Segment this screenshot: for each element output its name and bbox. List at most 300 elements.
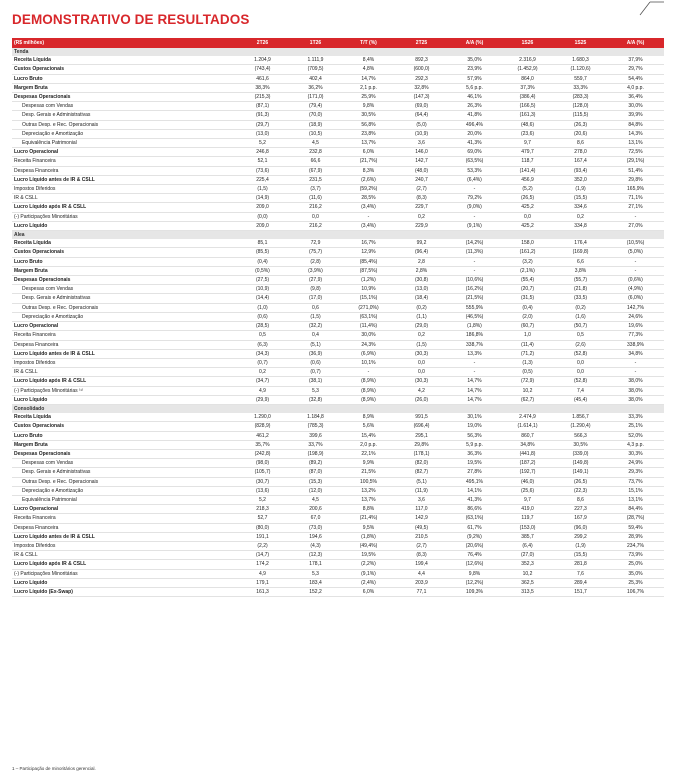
table-cell: (20,6%) (448, 541, 501, 550)
table-row (12, 74, 664, 83)
table-cell: 461,6 (236, 74, 289, 83)
table-cell: 232,8 (289, 148, 342, 157)
table-row (12, 495, 664, 504)
table-cell: (12,0) (289, 486, 342, 495)
table-cell: 9,8% (448, 569, 501, 578)
table-cell: 5,6% (342, 422, 395, 431)
row-label: Lucro Líquido (12, 578, 236, 587)
table-cell: 33,7% (289, 440, 342, 449)
table-cell: 178,1 (289, 560, 342, 569)
table-cell: 30,3% (607, 449, 664, 458)
table-row (12, 266, 664, 275)
table-row (12, 422, 664, 431)
table-cell: 495,1% (448, 477, 501, 486)
table-cell: 8,3% (342, 166, 395, 175)
table-cell: 864,0 (501, 74, 554, 83)
table-cell: 14,1% (448, 486, 501, 495)
table-cell: 174,2 (236, 560, 289, 569)
table-cell: (2,6%) (342, 175, 395, 184)
table-cell: (5,1) (289, 340, 342, 349)
table-cell: (26,3) (554, 120, 607, 129)
table-cell: 151,7 (554, 587, 607, 596)
table-cell: 4,5 (289, 495, 342, 504)
table-cell: (96,4) (395, 248, 448, 257)
row-label: Outras Desp. e Rec. Operacionais (12, 477, 236, 486)
table-cell: (27,0) (501, 551, 554, 560)
table-cell: 461,2 (236, 431, 289, 440)
footnote: 1 – Participação de minoritários gerencial. (12, 766, 96, 771)
table-cell: 38,0% (607, 395, 664, 404)
table-cell: (12,2%) (448, 578, 501, 587)
row-label: IR & CSLL (12, 551, 236, 560)
row-label: Lucro Operacional (12, 505, 236, 514)
table-cell: 34,8% (607, 349, 664, 358)
table-row (12, 194, 664, 203)
table-cell: (63,1%) (342, 312, 395, 321)
table-cell: 167,9 (554, 514, 607, 523)
table-cell: 0,4 (289, 331, 342, 340)
table-cell: (1,2%) (342, 276, 395, 285)
table-cell: 7,6 (554, 569, 607, 578)
table-row (12, 102, 664, 111)
row-label: Lucro Líquido (12, 221, 236, 230)
table-cell: 229,7 (395, 203, 448, 212)
row-label: Custos Operacionais (12, 65, 236, 74)
table-cell: 161,3 (236, 587, 289, 596)
table-cell: (3,2) (501, 257, 554, 266)
table-row (12, 523, 664, 532)
table-cell: 4,8% (342, 65, 395, 74)
table-cell: 77,3% (607, 331, 664, 340)
table-cell: 19,5% (448, 459, 501, 468)
table-cell: (178,1) (395, 449, 448, 458)
table-cell: (441,8) (501, 449, 554, 458)
table-cell: 30,1% (448, 413, 501, 422)
table-cell: (1.290,4) (554, 422, 607, 431)
table-cell: 67,0 (289, 514, 342, 523)
table-cell: 1.856,7 (554, 413, 607, 422)
table-cell: 27,1% (607, 203, 664, 212)
column-header: 1S25 (554, 38, 607, 48)
table-row (12, 477, 664, 486)
table-cell: (15,1%) (342, 294, 395, 303)
table-row (12, 139, 664, 148)
table-cell: (15,5) (554, 551, 607, 560)
table-cell: - (342, 368, 395, 377)
table-cell: (696,4) (395, 422, 448, 431)
table-cell: 278,0 (554, 148, 607, 157)
table-cell: (0,6%) (607, 276, 664, 285)
table-cell: 399,6 (289, 431, 342, 440)
table-cell: 142,7% (607, 303, 664, 312)
table-cell: 2.474,9 (501, 413, 554, 422)
table-cell: 76,4% (448, 551, 501, 560)
row-label: Receita Financeira (12, 157, 236, 166)
table-cell: (26,0) (395, 395, 448, 404)
table-cell: 402,4 (289, 74, 342, 83)
table-cell: - (607, 257, 664, 266)
table-cell: 13,2% (342, 486, 395, 495)
table-row (12, 93, 664, 102)
table-cell: (0,4) (236, 257, 289, 266)
table-cell: 179,1 (236, 578, 289, 587)
table-row (12, 166, 664, 175)
table-cell: (55,7) (554, 276, 607, 285)
table-cell: 5,3 (289, 569, 342, 578)
table-cell: (13,6) (236, 486, 289, 495)
table-cell: (9,0%) (448, 203, 501, 212)
row-label: Impostos Diferidos (12, 358, 236, 367)
table-cell: (3,4%) (342, 221, 395, 230)
table-row (12, 440, 664, 449)
row-label: Lucro Bruto (12, 74, 236, 83)
table-cell: 5,6 p.p. (448, 83, 501, 92)
table-cell: (1.452,9) (501, 65, 554, 74)
table-cell: (17,0) (289, 294, 342, 303)
table-cell: 24,3% (342, 340, 395, 349)
table-cell: (8,3) (395, 194, 448, 203)
row-label: Desp. Gerais e Administrativas (12, 294, 236, 303)
table-cell: 6,0% (342, 148, 395, 157)
table-cell: (29,9) (236, 395, 289, 404)
table-cell: (27,5) (236, 276, 289, 285)
row-label: Despesas com Vendas (12, 102, 236, 111)
table-cell: 38,0% (607, 386, 664, 395)
table-cell: 0,2 (395, 331, 448, 340)
row-label: Outras Desp. e Rec. Operacionais (12, 303, 236, 312)
table-cell: 210,5 (395, 532, 448, 541)
table-cell: 35,0% (607, 569, 664, 578)
table-cell: - (448, 185, 501, 194)
table-cell: (743,4) (236, 65, 289, 74)
table-cell: 32,8% (395, 83, 448, 92)
table-cell: 295,1 (395, 431, 448, 440)
row-label: IR & CSLL (12, 368, 236, 377)
table-cell: (32,8) (289, 395, 342, 404)
table-cell: (63,5%) (448, 157, 501, 166)
table-cell: (27,9) (289, 276, 342, 285)
table-cell: (70,0) (289, 111, 342, 120)
table-cell: 0,0 (554, 368, 607, 377)
table-row (12, 303, 664, 312)
table-cell: 4,3 p.p. (607, 440, 664, 449)
table-cell: 186,8% (448, 331, 501, 340)
table-cell: (36,9) (289, 349, 342, 358)
table-cell: 25,1% (607, 422, 664, 431)
table-cell: 26,3% (448, 102, 501, 111)
table-cell: 0,0 (395, 358, 448, 367)
table-cell: (161,2) (501, 248, 554, 257)
table-cell: 209,0 (236, 203, 289, 212)
table-cell: 85,1 (236, 239, 289, 248)
row-label: (-) Participações Minoritárias (12, 569, 236, 578)
table-cell: 41,3% (448, 139, 501, 148)
table-cell: (11,3%) (448, 248, 501, 257)
table-cell: 1.204,9 (236, 56, 289, 65)
table-cell: 13,7% (342, 495, 395, 504)
table-cell: 1.680,3 (554, 56, 607, 65)
table-cell: (96,0) (554, 523, 607, 532)
table-cell: (30,7) (236, 477, 289, 486)
table-row (12, 203, 664, 212)
table-cell: 30,5% (342, 111, 395, 120)
table-cell: (4,3) (289, 541, 342, 550)
table-cell: 7,4 (554, 386, 607, 395)
table-cell: 0,6 (289, 303, 342, 312)
table-cell: - (607, 358, 664, 367)
table-cell: 3,6 (395, 139, 448, 148)
table-cell: (153,0) (501, 523, 554, 532)
table-cell: (2,7) (395, 185, 448, 194)
table-cell: (63,1%) (448, 514, 501, 523)
table-cell: 892,3 (395, 56, 448, 65)
table-cell: 9,8% (342, 102, 395, 111)
table-cell: 352,0 (554, 175, 607, 184)
row-label: IR & CSLL (12, 194, 236, 203)
table-cell: 100,5% (342, 477, 395, 486)
table-cell: 79,2% (448, 194, 501, 203)
table-cell: 289,4 (554, 578, 607, 587)
table-row (12, 340, 664, 349)
table-cell: (709,5) (289, 65, 342, 74)
table-cell: 52,1 (236, 157, 289, 166)
table-cell: 292,3 (395, 74, 448, 83)
table-cell: 240,7 (395, 175, 448, 184)
table-cell: (1,3) (501, 358, 554, 367)
table-cell: (34,7) (236, 377, 289, 386)
table-cell: 84,4% (607, 505, 664, 514)
table-cell: (283,3) (554, 93, 607, 102)
table-row (12, 459, 664, 468)
table-cell: 313,5 (501, 587, 554, 596)
table-cell: (21,8) (554, 285, 607, 294)
table-cell: (87,5%) (342, 266, 395, 275)
table-cell: (1,9) (554, 541, 607, 550)
table-cell: 1.290,0 (236, 413, 289, 422)
table-cell: 158,0 (501, 239, 554, 248)
table-cell: 419,0 (501, 505, 554, 514)
table-cell: 0,2 (236, 368, 289, 377)
table-cell: (13,0) (236, 129, 289, 138)
table-cell: (1.120,6) (554, 65, 607, 74)
table-cell: 69,0% (448, 148, 501, 157)
table-cell: 38,3% (236, 83, 289, 92)
table-cell: (271,0%) (342, 303, 395, 312)
table-cell: 53,3% (448, 166, 501, 175)
table-cell: (25,6) (501, 486, 554, 495)
table-cell: 8,6 (554, 495, 607, 504)
table-cell: (80,0) (236, 523, 289, 532)
table-cell: 34,8% (501, 440, 554, 449)
table-cell: 106,7% (607, 587, 664, 596)
table-row (12, 486, 664, 495)
table-cell: 30,0% (607, 102, 664, 111)
table-cell: 25,3% (607, 578, 664, 587)
table-cell: 218,3 (236, 505, 289, 514)
table-cell: (73,6) (236, 166, 289, 175)
table-cell: (49,4%) (342, 541, 395, 550)
table-cell: 56,8% (342, 120, 395, 129)
table-cell: 8,8% (342, 505, 395, 514)
table-cell: (26,5) (554, 477, 607, 486)
corner-decoration (638, 0, 664, 16)
table-cell: (85,4%) (342, 257, 395, 266)
table-cell: (73,0) (289, 523, 342, 532)
table-cell: (2,2%) (342, 560, 395, 569)
table-cell: (20,7) (501, 285, 554, 294)
table-cell: 59,4% (607, 523, 664, 532)
table-cell: 216,2 (289, 221, 342, 230)
table-cell: 362,5 (501, 578, 554, 587)
table-cell: (0,0) (236, 212, 289, 221)
table-cell: 231,5 (289, 175, 342, 184)
row-label: Despesas com Vendas (12, 459, 236, 468)
table-cell: 0,2 (554, 212, 607, 221)
table-cell: 3,8% (554, 266, 607, 275)
table-row (12, 322, 664, 331)
table-row (12, 65, 664, 74)
row-label: Desp. Gerais e Administrativas (12, 468, 236, 477)
table-cell: 3,6 (395, 495, 448, 504)
column-header: 1T26 (289, 38, 342, 48)
table-row (12, 377, 664, 386)
table-body (12, 48, 664, 597)
table-cell: (12,3) (289, 551, 342, 560)
table-cell: 1.111,9 (289, 56, 342, 65)
row-label: Receita Líquida (12, 413, 236, 422)
table-cell: (52,8) (554, 349, 607, 358)
table-cell: (2,4%) (342, 578, 395, 587)
table-cell: (87,0) (289, 468, 342, 477)
table-cell: (11,4) (501, 340, 554, 349)
table-cell: 191,1 (236, 532, 289, 541)
table-cell: 194,6 (289, 532, 342, 541)
table-cell: 167,4 (554, 157, 607, 166)
table-cell: (72,9) (501, 377, 554, 386)
row-label: Receita Líquida (12, 56, 236, 65)
table-cell: (0,5%) (236, 266, 289, 275)
table-cell: 4,4 (395, 569, 448, 578)
table-cell: (1,5) (395, 340, 448, 349)
table-cell: 61,7% (448, 523, 501, 532)
table-row (12, 239, 664, 248)
table-cell: (2,7) (395, 541, 448, 550)
table-cell: 203,9 (395, 578, 448, 587)
table-cell: 860,7 (501, 431, 554, 440)
table-cell: (171,0) (289, 93, 342, 102)
table-cell: 334,8 (554, 221, 607, 230)
table-cell: (6,9%) (342, 349, 395, 358)
table-cell: (85,5) (236, 248, 289, 257)
table-cell: 119,7 (501, 514, 554, 523)
table-cell: 29,7% (607, 65, 664, 74)
table-cell: (1,8%) (342, 532, 395, 541)
table-cell: 0,0 (289, 212, 342, 221)
table-cell: 24,6% (607, 312, 664, 321)
table-row (12, 285, 664, 294)
column-header: 1S26 (501, 38, 554, 48)
row-label: Receita Líquida (12, 239, 236, 248)
table-row (12, 368, 664, 377)
column-header: 2T26 (236, 38, 289, 48)
table-cell: (9,1%) (448, 221, 501, 230)
table-row (12, 148, 664, 157)
table-cell: 36,3% (448, 449, 501, 458)
table-cell: 33,3% (554, 83, 607, 92)
table-cell: (3,7) (289, 185, 342, 194)
table-cell: (28,5) (236, 322, 289, 331)
table-cell: 199,4 (395, 560, 448, 569)
table-row (12, 331, 664, 340)
table-cell: 35,7% (236, 440, 289, 449)
table-cell: (1,0) (236, 303, 289, 312)
row-label: (-) Participações Minoritárias (12, 212, 236, 221)
table-row (12, 120, 664, 129)
table-cell: (1,5) (236, 185, 289, 194)
table-cell: (48,0) (395, 166, 448, 175)
table-cell: - (448, 358, 501, 367)
table-cell: 25,0% (607, 560, 664, 569)
table-row (12, 578, 664, 587)
column-header: (R$ milhões) (12, 38, 236, 48)
table-cell: 6,0% (342, 587, 395, 596)
table-cell: 15,1% (607, 486, 664, 495)
table-cell: 991,5 (395, 413, 448, 422)
table-cell: 29,8% (395, 440, 448, 449)
row-label: Lucro Operacional (12, 148, 236, 157)
table-cell: (75,7) (289, 248, 342, 257)
table-cell: 496,4% (448, 120, 501, 129)
table-cell: (8,3) (395, 551, 448, 560)
table-cell: - (607, 368, 664, 377)
table-row (12, 212, 664, 221)
table-cell: 13,3% (448, 349, 501, 358)
row-label: Margem Bruta (12, 266, 236, 275)
table-cell: 152,2 (289, 587, 342, 596)
table-cell: (91,3) (236, 111, 289, 120)
table-cell: (10,9) (236, 285, 289, 294)
row-label: Despesa Financeira (12, 340, 236, 349)
table-cell: - (448, 266, 501, 275)
table-cell: 4,9 (236, 386, 289, 395)
table-cell: 37,9% (607, 56, 664, 65)
table-cell: 2.316,9 (501, 56, 554, 65)
row-label: Equivalência Patrimonial (12, 495, 236, 504)
table-cell: 9,5% (342, 523, 395, 532)
table-cell: (64,4) (395, 111, 448, 120)
row-label: Lucro Líquido após IR & CSLL (12, 377, 236, 386)
table-cell: 29,3% (607, 468, 664, 477)
table-cell: 5,9 p.p. (448, 440, 501, 449)
section-title: Tenda (12, 48, 664, 56)
table-cell: 5,2 (236, 139, 289, 148)
table-cell: (1,5) (289, 312, 342, 321)
section-title: Consolidado (12, 404, 664, 413)
table-cell: (98,0) (236, 459, 289, 468)
section-title: Alea (12, 231, 664, 240)
table-cell: (149,8) (554, 459, 607, 468)
table-cell: (52,8) (554, 377, 607, 386)
table-cell: 9,9% (342, 459, 395, 468)
table-cell: (169,8) (554, 248, 607, 257)
table-cell: (29,1%) (607, 157, 664, 166)
table-cell: (14,2%) (448, 239, 501, 248)
table-cell: (9,1%) (342, 569, 395, 578)
table-cell: 183,4 (289, 578, 342, 587)
table-cell: 36,4% (607, 93, 664, 102)
table-cell: 25,9% (342, 93, 395, 102)
table-cell: 1.184,8 (289, 413, 342, 422)
